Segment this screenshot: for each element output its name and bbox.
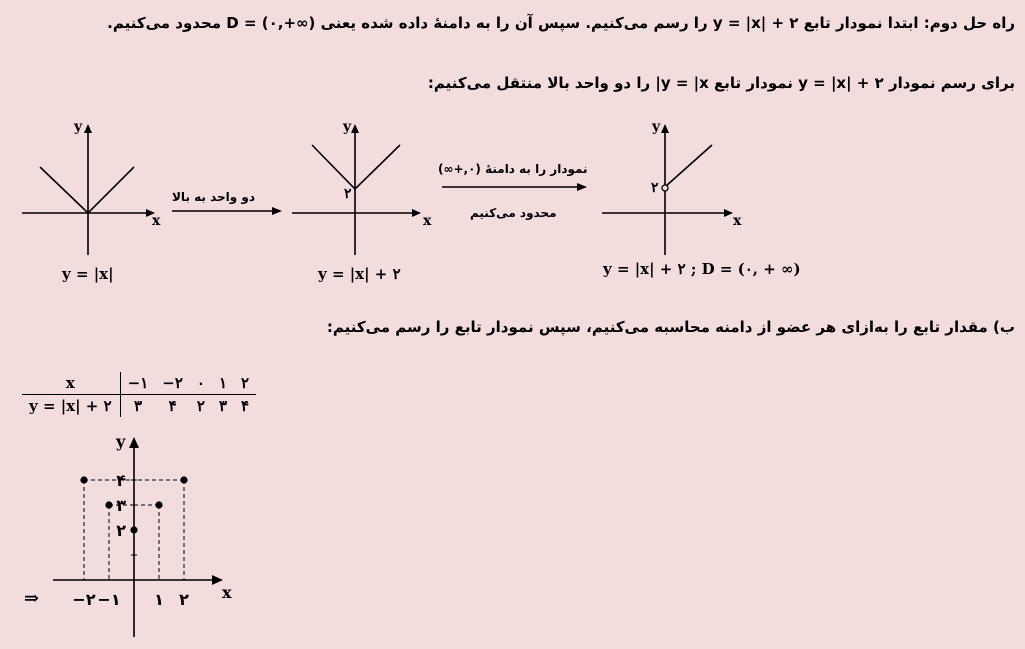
table-cell: ۲ — [234, 372, 256, 395]
arrow2-label-top: نمودار را به دامنهٔ (۰,+∞) — [438, 162, 588, 176]
y-row-label: y = |x| + ۲ — [22, 395, 120, 418]
data-point — [130, 526, 137, 533]
arrow-right-icon — [440, 180, 595, 194]
table-cell: ۳ — [218, 397, 228, 415]
table-row — [22, 372, 256, 395]
g2-x-label: x — [423, 213, 432, 229]
pts-y-label: y — [116, 432, 126, 451]
g2-caption: y = |x| + ۲ — [318, 265, 401, 283]
points-graph — [38, 432, 278, 647]
table-cell: ۱ — [212, 372, 234, 395]
y-tick-label: ۴ — [116, 471, 126, 490]
table-cell: ۲ — [196, 397, 205, 415]
table-cell: ۳ — [133, 397, 142, 415]
graph-abs-x — [18, 118, 188, 268]
g1-y-label: y — [74, 119, 83, 135]
y-tick-label: ۳ — [116, 496, 126, 515]
g2-y-label: y — [343, 119, 352, 135]
data-point — [180, 476, 187, 483]
graph-restricted — [600, 118, 750, 278]
arrow1-label: دو واحد به بالا — [172, 190, 256, 204]
table-row — [22, 395, 256, 418]
x-tick-label: −۱ — [97, 590, 121, 609]
table-cell: ۰ — [190, 372, 212, 395]
g1-caption: y = |x| — [62, 265, 114, 283]
arrow-right-icon — [170, 204, 285, 218]
g3-intercept: ۲ — [651, 180, 659, 196]
g2-intercept: ۲ — [344, 186, 352, 202]
x-tick-label: ۱ — [154, 590, 164, 609]
g1-x-label: x — [152, 213, 161, 229]
x-tick-label: ۲ — [179, 590, 189, 609]
data-point — [105, 501, 112, 508]
graph-abs-x-plus-2 — [288, 118, 438, 278]
line-3: ب) مقدار تابع را به‌ازای هر عضو از دامنه محاسبه می‌کنیم، سپس نمودار تابع را رسم می‌کنیم: — [326, 318, 1015, 336]
x-tick-label: −۲ — [72, 590, 96, 609]
g3-y-label: y — [652, 119, 661, 135]
g3-x-label: x — [733, 213, 742, 229]
y-tick-label: ۲ — [116, 521, 126, 540]
line-2: برای رسم نمودار y = |x| + ۲ نمودار تابع y = |x| را دو واحد بالا منتقل می‌کنیم: — [427, 74, 1015, 92]
x-row-label: x — [22, 372, 120, 395]
pts-x-label: x — [222, 583, 232, 602]
table-cell: −۱ — [120, 372, 155, 395]
data-point — [155, 501, 162, 508]
data-point — [80, 476, 87, 483]
g3-caption: y = |x| + ۲ ; D = (۰, + ∞) — [603, 260, 801, 278]
table-cell: ۴ — [168, 397, 177, 415]
table-cell: ۴ — [241, 397, 250, 415]
arrow2-label-bottom: محدود می‌کنیم — [470, 206, 557, 220]
line-1: راه حل دوم: ابتدا نمودار تابع y = |x| + ۲ را رسم می‌کنیم. سپس آن را به دامنهٔ داده شده یعنی D = (۰,+∞) محدود می‌کنیم. — [107, 14, 1015, 32]
table-cell: −۲ — [155, 372, 190, 395]
implies-icon: ⇒ — [24, 588, 40, 609]
values-table — [22, 372, 256, 417]
